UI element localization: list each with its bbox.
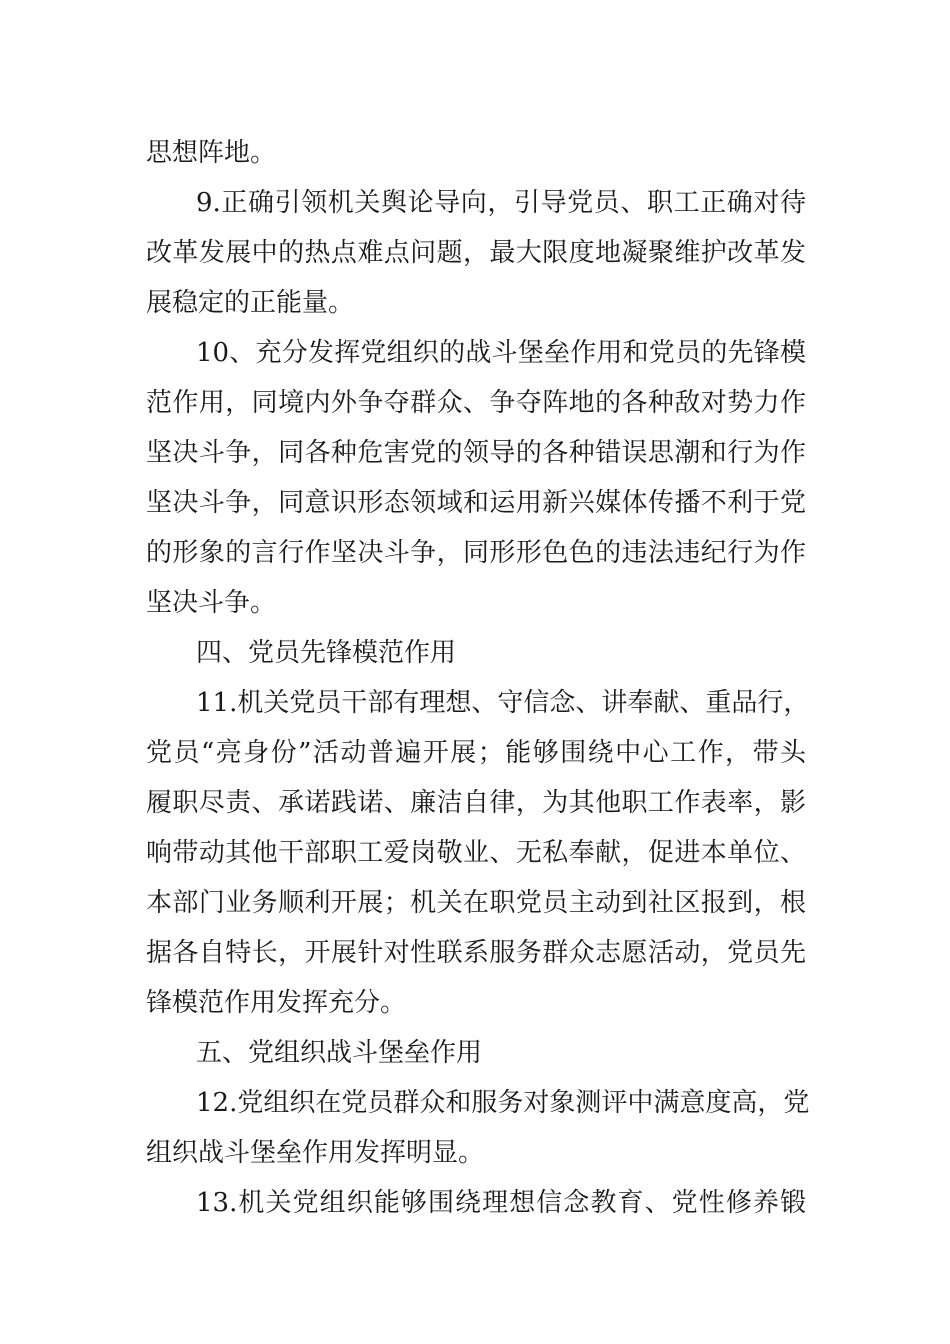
text-line: 思想阵地。 [146,138,277,168]
text-line: 本部门业务顺利开展；机关在职党员主动到社区报到，根 [146,888,806,918]
section-heading: 五、党组织战斗堡垒作用 [196,1038,483,1068]
section-heading: 四、党员先锋模范作用 [196,638,457,668]
text-line: 据各自特长，开展针对性联系服务群众志愿活动，党员先 [146,938,806,968]
text-line: 履职尽责、承诺践诺、廉洁自律，为其他职工作表率，影 [146,788,806,818]
text-line: 坚决斗争。 [146,588,277,618]
text-line: 锋模范作用发挥充分。 [146,988,407,1018]
paragraph-9-line: 9.正确引领机关舆论导向，引导党员、职工正确对待 [196,188,806,218]
paragraph-13-line: 13.机关党组织能够围绕理想信念教育、党性修养锻 [196,1188,806,1218]
text-line: 范作用，同境内外争夺群众、争夺阵地的各种敌对势力作 [146,388,806,418]
paragraph-12-line: 12.党组织在党员群众和服务对象测评中满意度高，党 [196,1088,810,1118]
text-line: 展稳定的正能量。 [146,288,355,318]
text-line: 响带动其他干部职工爱岗敬业、无私奉献，促进本单位、 [146,838,806,868]
paragraph-11-line: 11.机关党员干部有理想、守信念、讲奉献、重品行， [196,688,810,718]
text-line: 改革发展中的热点难点问题，最大限度地凝聚维护改革发 [146,238,806,268]
text-line: 坚决斗争，同各种危害党的领导的各种错误思潮和行为作 [146,438,806,468]
text-line: 的形象的言行作坚决斗争，同形形色色的违法违纪行为作 [146,538,806,568]
text-line: 组织战斗堡垒作用发挥明显。 [146,1138,485,1168]
text-line: 党员“亮身份”活动普遍开展；能够围绕中心工作，带头 [146,738,806,768]
text-line: 坚决斗争，同意识形态领域和运用新兴媒体传播不利于党 [146,488,806,518]
paragraph-10-line: 10、充分发挥党组织的战斗堡垒作用和党员的先锋模 [196,338,806,368]
